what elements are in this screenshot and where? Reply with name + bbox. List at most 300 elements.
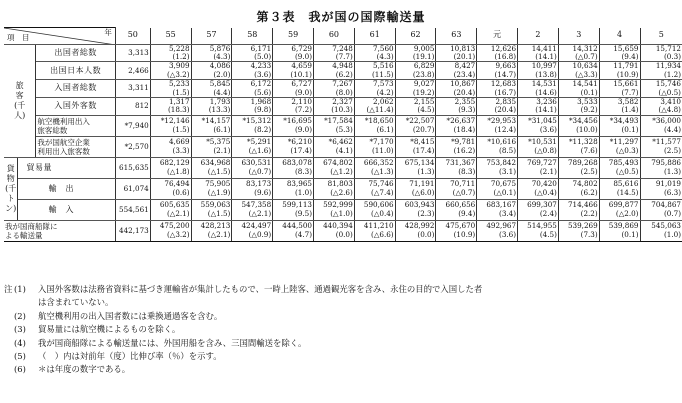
note-index: (3) bbox=[14, 324, 26, 335]
cell-change: (2.1) bbox=[539, 166, 557, 176]
data-cell bbox=[150, 199, 191, 220]
data-cell bbox=[273, 157, 314, 178]
data-cell bbox=[150, 44, 191, 62]
cell-value: 71,191 bbox=[409, 179, 435, 189]
cell-value: 85,616 bbox=[613, 179, 639, 189]
cell-change: (0.6) bbox=[172, 187, 190, 197]
cell-change: (6.1) bbox=[213, 124, 231, 134]
transport-table bbox=[4, 27, 682, 242]
data-cell bbox=[640, 220, 682, 241]
cell-value: *10,616 bbox=[487, 137, 517, 147]
cell-change: (6.2) bbox=[580, 187, 598, 197]
cell-value: *11,577 bbox=[652, 137, 681, 147]
data-cell bbox=[395, 199, 436, 220]
cell-change: (18.4) bbox=[453, 124, 476, 134]
cell-value: 682,129 bbox=[159, 158, 190, 168]
row-label-line: よる輸送量 bbox=[5, 230, 43, 240]
cell-change: (3.1) bbox=[499, 166, 517, 176]
cell-change: (△2.1) bbox=[166, 208, 190, 218]
data-cell bbox=[354, 44, 395, 62]
cell-change: (△1.5) bbox=[207, 208, 231, 218]
row-label bbox=[4, 220, 115, 241]
data-cell bbox=[354, 97, 395, 115]
cell-value: *7,170 bbox=[369, 137, 394, 147]
cell-value: 683,167 bbox=[486, 200, 517, 210]
cell-value: 475,670 bbox=[445, 221, 476, 231]
cell-value: 11,934 bbox=[655, 61, 681, 71]
cell-change: (△3.2) bbox=[166, 229, 190, 239]
cell-value: 6,172 bbox=[250, 79, 272, 89]
cell-value: *6,210 bbox=[287, 137, 312, 147]
row-label: 輸 入 bbox=[18, 199, 115, 220]
cell-value: 3,313 bbox=[128, 47, 149, 57]
cell-value: 7,560 bbox=[373, 44, 394, 53]
cell-value: *9,781 bbox=[451, 137, 476, 147]
cell-value: 699,307 bbox=[527, 200, 557, 210]
cell-change: (10.9) bbox=[453, 229, 476, 239]
cell-change: (△0.7) bbox=[575, 51, 598, 61]
header-row bbox=[4, 28, 682, 45]
cell-change: (1.0) bbox=[294, 187, 312, 197]
data-cell bbox=[395, 62, 436, 80]
cell-change: (9.6) bbox=[254, 187, 272, 197]
cell-value: 444,500 bbox=[282, 221, 312, 231]
table-row bbox=[4, 115, 682, 136]
note-line bbox=[4, 296, 680, 309]
note-line bbox=[4, 337, 680, 350]
cell-change: (16.8) bbox=[494, 51, 517, 61]
cell-value: 785,493 bbox=[608, 158, 639, 168]
cell-value: 666,352 bbox=[363, 158, 394, 168]
cell-change: (1.5) bbox=[172, 124, 190, 134]
cell-value: *5,291 bbox=[247, 137, 272, 147]
data-cell bbox=[273, 115, 314, 136]
cell-value: 554,561 bbox=[119, 204, 149, 214]
cell-change: (1.3) bbox=[663, 166, 681, 176]
data-cell bbox=[558, 44, 599, 62]
note-text: 航空機利用の出入国者数には乗換通過客を含む。 bbox=[38, 310, 223, 321]
cell-value: 590,606 bbox=[363, 200, 394, 210]
cell-value: 83,965 bbox=[286, 179, 312, 189]
cell-change: (4.5) bbox=[539, 229, 557, 239]
cell-value: 10,867 bbox=[450, 79, 476, 89]
cell-value: 592,999 bbox=[323, 200, 353, 210]
data-cell bbox=[115, 220, 150, 241]
cell-value: 12,626 bbox=[490, 44, 517, 53]
notes-section bbox=[4, 283, 680, 377]
cell-change: (△1.5) bbox=[207, 166, 231, 176]
data-cell bbox=[558, 157, 599, 178]
cell-change: (△1.3) bbox=[371, 166, 394, 176]
data-cell bbox=[518, 44, 559, 62]
cell-value: 424,497 bbox=[241, 221, 272, 231]
cell-change: (7.7) bbox=[335, 51, 353, 61]
data-cell bbox=[395, 44, 436, 62]
cell-value: 5,228 bbox=[168, 44, 190, 53]
cell-value: 704,867 bbox=[651, 200, 681, 210]
cell-change: (△0.5) bbox=[615, 166, 639, 176]
cell-change: (△1.6) bbox=[248, 145, 272, 155]
cell-value: 603,943 bbox=[404, 200, 435, 210]
cell-change: (14.1) bbox=[535, 105, 557, 115]
data-cell bbox=[395, 97, 436, 115]
cell-value: *18,650 bbox=[364, 116, 394, 126]
cell-change: (△3.2) bbox=[166, 69, 190, 79]
cell-change: (△0.5) bbox=[658, 87, 681, 97]
cell-value: 440,394 bbox=[323, 221, 353, 231]
data-cell bbox=[314, 44, 355, 62]
cell-value: 675,134 bbox=[404, 158, 435, 168]
cell-value: 539,269 bbox=[567, 221, 598, 231]
cell-change: (4.7) bbox=[294, 229, 312, 239]
data-cell bbox=[599, 97, 640, 115]
data-cell bbox=[640, 115, 682, 136]
cell-value: 4,659 bbox=[291, 61, 312, 71]
year-header: 50 bbox=[115, 28, 150, 45]
cell-value: 475,200 bbox=[159, 221, 190, 231]
cell-value: 2,466 bbox=[128, 65, 149, 75]
cell-value: 7,248 bbox=[332, 44, 353, 53]
data-cell bbox=[640, 97, 682, 115]
data-cell bbox=[599, 80, 640, 98]
cell-change: (9.3) bbox=[458, 105, 476, 115]
cell-change: (△1.8) bbox=[166, 166, 190, 176]
data-cell bbox=[191, 157, 232, 178]
cell-change: (10.3) bbox=[331, 105, 353, 115]
row-label: 出国者総数 bbox=[36, 44, 115, 62]
cell-value: 4,948 bbox=[332, 61, 353, 71]
cell-value: 2,110 bbox=[291, 97, 312, 106]
cell-value: 70,675 bbox=[490, 179, 517, 189]
data-cell bbox=[354, 220, 395, 241]
cell-value: 6,729 bbox=[291, 44, 312, 53]
year-header: 60 bbox=[314, 28, 355, 45]
cell-value: 7,573 bbox=[373, 79, 394, 89]
data-cell bbox=[191, 178, 232, 199]
table-row bbox=[4, 97, 682, 115]
cell-value: 442,173 bbox=[119, 225, 149, 235]
cell-value: 4,669 bbox=[168, 137, 190, 147]
cell-change: (17.4) bbox=[412, 145, 435, 155]
note-index: (4) bbox=[14, 337, 26, 348]
cell-change: (10.1) bbox=[290, 69, 312, 79]
data-cell bbox=[150, 220, 191, 241]
data-cell bbox=[273, 80, 314, 98]
year-header: 55 bbox=[150, 28, 191, 45]
data-cell bbox=[436, 220, 477, 241]
row-label-line: 我が国航空企業 bbox=[37, 137, 90, 147]
row-label: 入国者総数 bbox=[36, 80, 115, 98]
cell-change: (1.2) bbox=[663, 69, 681, 79]
data-cell bbox=[436, 62, 477, 80]
cell-change: (1.5) bbox=[172, 87, 190, 97]
note-marker bbox=[4, 337, 14, 350]
data-cell bbox=[191, 62, 232, 80]
cell-value: 411,210 bbox=[363, 221, 394, 231]
data-cell bbox=[477, 97, 518, 115]
row-label bbox=[36, 115, 115, 136]
note-text: 貿易量には航空機によるものを除く。 bbox=[38, 324, 181, 335]
cell-change: (2.5) bbox=[663, 145, 681, 155]
year-header: 57 bbox=[191, 28, 232, 45]
year-header: 5 bbox=[640, 28, 682, 45]
cell-change: (7.3) bbox=[580, 229, 598, 239]
cell-value: *6,462 bbox=[328, 137, 353, 147]
cell-change: (0.1) bbox=[580, 87, 598, 97]
cell-value: 6,171 bbox=[250, 44, 272, 53]
row-label: 出国日本人数 bbox=[36, 62, 115, 80]
note-index: (5) bbox=[14, 351, 26, 362]
row-label-line: 航空機利用出入 bbox=[37, 116, 90, 126]
data-cell bbox=[232, 157, 273, 178]
cell-value: 3,909 bbox=[168, 61, 190, 71]
data-cell bbox=[354, 178, 395, 199]
data-cell bbox=[354, 80, 395, 98]
cell-value: 1,317 bbox=[168, 97, 190, 106]
row-label: 輸 出 bbox=[18, 178, 115, 199]
data-cell bbox=[558, 97, 599, 115]
table-row bbox=[4, 62, 682, 80]
cell-change: (6.2) bbox=[335, 69, 353, 79]
category-travelers: 旅 客 (千人) bbox=[4, 44, 36, 157]
cell-value: 2,835 bbox=[495, 97, 517, 106]
cell-change: (8.2) bbox=[254, 124, 272, 134]
cell-change: (9.0) bbox=[294, 87, 312, 97]
cell-value: 2,062 bbox=[373, 97, 394, 106]
cell-change: (8.3) bbox=[458, 166, 476, 176]
year-header: 59 bbox=[273, 28, 314, 45]
cell-value: 674,802 bbox=[323, 158, 353, 168]
cell-value: 14,312 bbox=[572, 44, 598, 53]
cell-change: (3.3) bbox=[172, 145, 190, 155]
data-cell bbox=[354, 136, 395, 157]
data-cell bbox=[150, 115, 191, 136]
data-cell bbox=[477, 220, 518, 241]
cell-value: 14,411 bbox=[531, 44, 557, 53]
data-cell bbox=[395, 157, 436, 178]
data-cell bbox=[232, 220, 273, 241]
cell-change: (9.0) bbox=[294, 51, 312, 61]
cell-change: (△7.4) bbox=[371, 187, 394, 197]
cell-value: 74,802 bbox=[572, 179, 598, 189]
cell-value: 1,968 bbox=[250, 97, 272, 106]
data-cell bbox=[436, 97, 477, 115]
data-cell bbox=[150, 178, 191, 199]
data-cell bbox=[477, 157, 518, 178]
data-cell bbox=[115, 136, 150, 157]
cell-change: (1.2) bbox=[172, 51, 190, 61]
data-cell bbox=[477, 115, 518, 136]
data-cell bbox=[436, 178, 477, 199]
data-cell bbox=[191, 44, 232, 62]
data-cell bbox=[436, 157, 477, 178]
cell-change: (△2.6) bbox=[330, 187, 353, 197]
note-text: （ ）内は対前年（度）比伸び率（％）を示す。 bbox=[38, 351, 222, 362]
data-cell bbox=[640, 80, 682, 98]
data-cell bbox=[273, 44, 314, 62]
data-cell bbox=[558, 115, 599, 136]
corner-cell bbox=[4, 28, 115, 45]
cell-change: (△1.9) bbox=[207, 187, 231, 197]
cell-value: *17,584 bbox=[324, 116, 353, 126]
data-cell bbox=[477, 62, 518, 80]
data-cell bbox=[518, 178, 559, 199]
cell-change: (17.4) bbox=[290, 145, 312, 155]
cell-change: (0.3) bbox=[663, 51, 681, 61]
cell-change: (19.1) bbox=[412, 51, 435, 61]
cell-change: (9.2) bbox=[580, 105, 598, 115]
note-marker bbox=[4, 323, 14, 336]
cell-value: *34,456 bbox=[568, 116, 598, 126]
table-title: 第３表 我が国の国際輸送量 bbox=[256, 10, 426, 24]
cell-value: 1,793 bbox=[209, 97, 231, 106]
cell-change: (9.4) bbox=[621, 51, 639, 61]
cell-value: *36,000 bbox=[652, 116, 681, 126]
cell-change: (14.6) bbox=[535, 87, 557, 97]
cell-value: 91,019 bbox=[655, 179, 681, 189]
cell-value: *12,146 bbox=[160, 116, 190, 126]
cell-change: (10.9) bbox=[616, 69, 639, 79]
cell-value: 5,845 bbox=[209, 79, 231, 89]
data-cell bbox=[314, 220, 355, 241]
note-index: (2) bbox=[14, 310, 26, 321]
data-cell bbox=[558, 199, 599, 220]
year-header: 2 bbox=[518, 28, 559, 45]
table-row bbox=[4, 178, 682, 199]
data-cell bbox=[273, 62, 314, 80]
cell-value: 83,173 bbox=[246, 179, 272, 189]
cell-change: (13.3) bbox=[208, 105, 231, 115]
cell-value: *26,637 bbox=[446, 116, 476, 126]
row-label-line: 我が国商船隊に bbox=[5, 221, 58, 231]
note-marker bbox=[4, 310, 14, 323]
cell-change: (14.5) bbox=[616, 187, 639, 197]
note-text: は含まれていない。 bbox=[38, 297, 114, 308]
year-header: 4 bbox=[599, 28, 640, 45]
cell-value: 12,683 bbox=[490, 79, 517, 89]
cell-value: 14,541 bbox=[572, 79, 598, 89]
data-cell bbox=[518, 220, 559, 241]
data-cell bbox=[354, 115, 395, 136]
cell-value: 75,746 bbox=[368, 179, 394, 189]
year-header: 58 bbox=[232, 28, 273, 45]
cell-change: (2.1) bbox=[213, 145, 231, 155]
data-cell bbox=[150, 157, 191, 178]
data-cell bbox=[599, 199, 640, 220]
cell-value: 428,213 bbox=[200, 221, 231, 231]
cell-change: (4.1) bbox=[335, 145, 353, 155]
cell-change: (2.3) bbox=[417, 208, 435, 218]
data-cell bbox=[640, 136, 682, 157]
cell-change: (4.3) bbox=[376, 51, 394, 61]
data-cell bbox=[191, 97, 232, 115]
cell-change: (△0.8) bbox=[534, 145, 557, 155]
row-label-line: 利用出入旅客数 bbox=[37, 146, 90, 156]
year-header: 3 bbox=[558, 28, 599, 45]
cell-value: 660,656 bbox=[445, 200, 476, 210]
cell-value: 61,074 bbox=[123, 183, 149, 193]
cell-change: (23.8) bbox=[412, 69, 435, 79]
cell-change: (8.5) bbox=[499, 145, 517, 155]
cell-change: (△2.1) bbox=[248, 208, 272, 218]
cell-value: 3,533 bbox=[577, 97, 598, 106]
data-cell bbox=[191, 220, 232, 241]
cell-value: 3,236 bbox=[536, 97, 557, 106]
table-row bbox=[4, 80, 682, 98]
cell-value: *11,328 bbox=[568, 137, 598, 147]
cell-value: 10,997 bbox=[531, 61, 557, 71]
cell-change: (2.0) bbox=[213, 69, 231, 79]
cell-value: 75,905 bbox=[205, 179, 231, 189]
cell-value: *11,297 bbox=[609, 137, 639, 147]
cell-value: *29,953 bbox=[487, 116, 517, 126]
cell-value: 699,877 bbox=[608, 200, 639, 210]
cell-value: 630,531 bbox=[241, 158, 272, 168]
year-header: 61 bbox=[354, 28, 395, 45]
data-cell bbox=[395, 115, 436, 136]
data-cell bbox=[115, 97, 150, 115]
data-cell bbox=[599, 157, 640, 178]
cell-change: (0.0) bbox=[417, 229, 435, 239]
data-cell bbox=[232, 97, 273, 115]
cell-change: (5.6) bbox=[254, 87, 272, 97]
data-cell bbox=[558, 136, 599, 157]
data-cell bbox=[115, 199, 150, 220]
cell-value: *31,045 bbox=[528, 116, 557, 126]
cell-change: (3.4) bbox=[499, 208, 517, 218]
cell-value: *22,507 bbox=[405, 116, 435, 126]
data-cell bbox=[232, 62, 273, 80]
data-cell bbox=[115, 44, 150, 62]
data-cell bbox=[558, 220, 599, 241]
data-cell bbox=[150, 80, 191, 98]
cell-change: (△0.4) bbox=[534, 187, 557, 197]
data-cell bbox=[640, 157, 682, 178]
cell-change: (4.4) bbox=[213, 87, 231, 97]
note-marker bbox=[4, 350, 14, 363]
cell-value: 731,367 bbox=[445, 158, 476, 168]
cell-value: 10,813 bbox=[450, 44, 476, 53]
data-cell bbox=[599, 62, 640, 80]
cell-value: 492,967 bbox=[486, 221, 517, 231]
cell-change: (11.5) bbox=[372, 69, 394, 79]
data-cell bbox=[191, 115, 232, 136]
cell-value: 9,027 bbox=[413, 79, 435, 89]
cell-value: 9,005 bbox=[413, 44, 435, 53]
data-cell bbox=[599, 115, 640, 136]
cell-value: 769,727 bbox=[527, 158, 557, 168]
data-cell bbox=[115, 62, 150, 80]
data-cell bbox=[518, 115, 559, 136]
note-line bbox=[4, 323, 680, 336]
data-cell bbox=[232, 199, 273, 220]
data-cell bbox=[436, 199, 477, 220]
data-cell bbox=[395, 220, 436, 241]
cell-value: 11,791 bbox=[613, 61, 639, 71]
cell-change: (△0.3) bbox=[615, 145, 639, 155]
table-row bbox=[4, 220, 682, 241]
data-cell bbox=[314, 178, 355, 199]
data-cell bbox=[273, 136, 314, 157]
data-cell bbox=[518, 199, 559, 220]
data-cell bbox=[599, 44, 640, 62]
cell-value: *14,157 bbox=[201, 116, 231, 126]
cell-value: *15,312 bbox=[242, 116, 272, 126]
cell-value: 428,992 bbox=[404, 221, 435, 231]
cell-value: 514,955 bbox=[527, 221, 557, 231]
cell-value: *16,695 bbox=[283, 116, 312, 126]
cell-change: (20.1) bbox=[453, 51, 476, 61]
